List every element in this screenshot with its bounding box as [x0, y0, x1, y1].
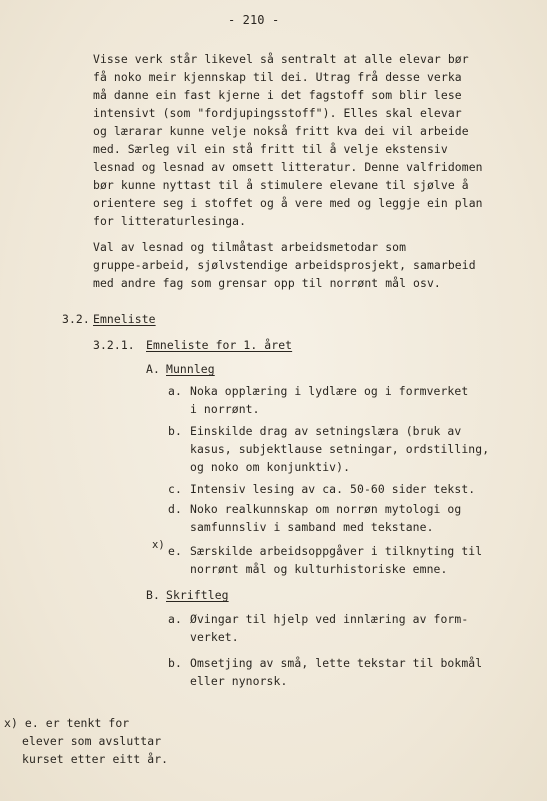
- text-line: Særskilde arbeidsoppgåver i tilknyting til: [190, 544, 483, 558]
- part-letter: A.: [146, 362, 160, 376]
- list-marker: a.: [168, 384, 182, 398]
- footnote-marker: x): [152, 539, 165, 551]
- list-marker: a.: [168, 612, 182, 626]
- text-line: kurset etter eitt år.: [22, 752, 169, 766]
- text-line: og noko om konjunktiv).: [190, 460, 351, 474]
- text-line: må danne ein fast kjerne i det fagstoff som blir lese: [93, 88, 462, 102]
- text-line: Noko realkunnskap om norrøn mytologi og: [190, 502, 462, 516]
- part-heading: Skriftleg: [166, 588, 229, 602]
- part-letter: B.: [146, 588, 160, 602]
- text-line: Noka opplæring i lydlære og i formverket: [190, 384, 469, 398]
- text-line: få noko meir kjennskap til dei. Utrag frå desse verka: [93, 70, 462, 84]
- text-line: Val av lesnad og tilmåtast arbeidsmetodar som: [93, 240, 407, 254]
- text-line: orientere seg i stoffet og å vere med og leggje ein plan: [93, 196, 483, 210]
- part-heading: Munnleg: [166, 362, 215, 376]
- text-line: samfunnsliv i samband med tekstane.: [190, 520, 434, 534]
- list-marker: b.: [168, 424, 182, 438]
- text-line: med andre fag som grensar opp til norrønt mål osv.: [93, 276, 441, 290]
- text-line: kasus, subjektlause setningar, ordstilling,: [190, 442, 490, 456]
- subsection-number: 3.2.1.: [93, 338, 135, 352]
- list-marker: b.: [168, 656, 182, 670]
- list-marker: c.: [168, 482, 182, 496]
- text-line: Intensiv lesing av ca. 50-60 sider tekst.: [190, 482, 476, 496]
- text-line: verket.: [190, 630, 239, 644]
- text-line: for litteraturlesinga.: [93, 214, 247, 228]
- text-line: norrønt mål og kulturhistoriske emne.: [190, 562, 448, 576]
- text-line: med. Særleg vil ein stå fritt til å velje ekstensiv: [93, 142, 448, 156]
- text-line: Einskilde drag av setningslæra (bruk av: [190, 424, 462, 438]
- text-line: elever som avsluttar: [22, 734, 162, 748]
- text-line: gruppe-arbeid, sjølvstendige arbeidsprosjekt, samarbeid: [93, 258, 476, 272]
- text-line: i norrønt.: [190, 402, 260, 416]
- text-line: x) e. er tenkt for: [4, 716, 130, 730]
- text-line: eller nynorsk.: [190, 674, 288, 688]
- list-marker: d.: [168, 502, 182, 516]
- text-line: Omsetjing av små, lette tekstar til bokmål: [190, 656, 483, 670]
- text-line: bør kunne nyttast til å stimulere elevane til sjølve å: [93, 178, 469, 192]
- text-line: Visse verk står likevel så sentralt at alle elevar bør: [93, 52, 469, 66]
- section-heading: Emneliste: [93, 312, 156, 326]
- text-line: Øvingar til hjelp ved innlæring av form-: [190, 612, 469, 626]
- subsection-heading: Emneliste for 1. året: [146, 338, 293, 352]
- text-line: og lærarar kunne velje nokså fritt kva dei vil arbeide: [93, 124, 469, 138]
- text-line: intensivt (som "fordjupingsstoff"). Elles skal elevar: [93, 106, 462, 120]
- text-line: lesnad og lesnad av omsett litteratur. Denne valfridomen: [93, 160, 483, 174]
- section-number: 3.2.: [62, 312, 90, 326]
- page-number: - 210 -: [228, 13, 280, 27]
- list-marker: e.: [168, 544, 182, 558]
